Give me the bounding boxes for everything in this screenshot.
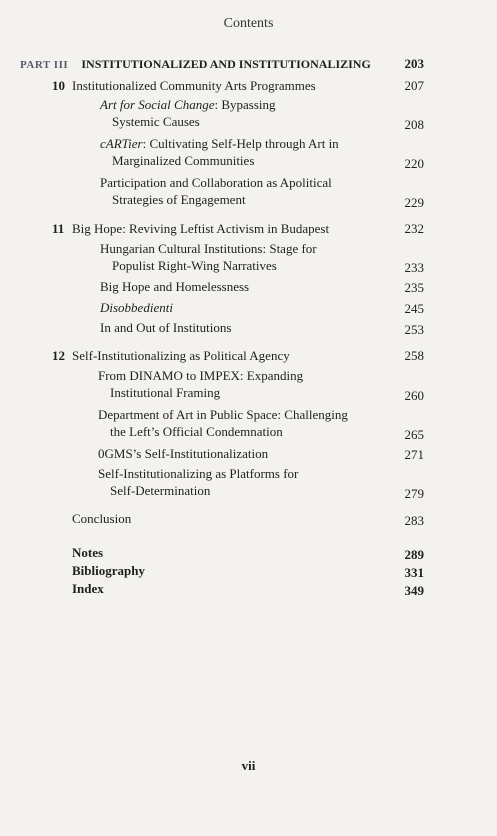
section-12-1: From DINAMO to IMPEX: Expanding <box>98 368 304 383</box>
index-page: 349 <box>404 583 424 598</box>
section-10-2 <box>100 136 339 152</box>
section-page: 208 <box>404 117 424 132</box>
section-page: 245 <box>404 301 424 316</box>
bibliography-page: 331 <box>404 565 424 580</box>
section-11-2: Big Hope and Homelessness <box>100 279 250 294</box>
section-10-3-line2: Strategies of Engagement <box>112 192 246 207</box>
conclusion-title: Conclusion <box>72 511 132 526</box>
section-title-italic: cARTier <box>100 136 143 151</box>
notes-title: Notes <box>72 545 104 560</box>
index-title: Index <box>72 581 104 596</box>
chapter-page: 258 <box>404 348 424 363</box>
page-number: vii <box>241 758 256 773</box>
section-12-2-line2: the Left’s Official Condemnation <box>110 424 283 439</box>
section-12-2: Department of Art in Public Space: Challenging <box>98 407 348 422</box>
section-page: 265 <box>404 427 424 442</box>
section-11-1: Hungarian Cultural Institutions: Stage for <box>100 241 317 256</box>
section-12-4: Self-Institutionalizing as Platforms for <box>98 466 299 481</box>
chapter-page: 232 <box>404 221 424 236</box>
chapter-11 <box>52 221 329 237</box>
section-12-1-line2: Institutional Framing <box>110 385 221 400</box>
chapter-12 <box>52 348 290 364</box>
section-page: 279 <box>404 486 424 501</box>
section-title-italic: Art for Social Change <box>100 97 215 112</box>
chapter-10 <box>52 78 316 94</box>
section-page: 253 <box>404 322 424 337</box>
chapter-page: 207 <box>404 78 424 93</box>
chapter-number: 10 <box>52 78 65 93</box>
chapter-title: Self-Institutionalizing as Political Agency <box>72 348 290 363</box>
section-11-1-line2: Populist Right-Wing Narratives <box>112 258 277 273</box>
section-11-4: In and Out of Institutions <box>100 320 232 335</box>
section-page: 229 <box>404 195 424 210</box>
chapter-title: Big Hope: Reviving Leftist Activism in Budapest <box>72 221 330 236</box>
bibliography-title: Bibliography <box>72 563 145 578</box>
section-page: 235 <box>404 280 424 295</box>
conclusion-page: 283 <box>404 513 424 528</box>
chapter-number: 11 <box>52 221 65 236</box>
part-label: PART III <box>20 59 69 71</box>
part-title: INSTITUTIONALIZED AND INSTITUTIONALIZING <box>81 57 371 71</box>
section-page: 233 <box>404 260 424 275</box>
section-10-3: Participation and Collaboration as Apolitical <box>100 175 332 190</box>
section-10-1 <box>100 97 276 113</box>
section-title-rest: : Cultivating Self-Help through Art in <box>142 136 339 151</box>
notes-page: 289 <box>404 547 424 562</box>
part-heading <box>20 56 371 73</box>
section-12-4-line2: Self-Determination <box>110 483 211 498</box>
part-page: 203 <box>404 56 424 71</box>
section-10-2-line2: Marginalized Communities <box>112 153 255 168</box>
section-title-rest: : Bypassing <box>214 97 276 112</box>
section-12-3: 0GMS’s Self-Institutionalization <box>98 446 269 461</box>
chapter-title: Institutionalized Community Arts Programmes <box>72 78 316 93</box>
section-10-1-line2: Systemic Causes <box>112 114 200 129</box>
section-page: 260 <box>404 388 424 403</box>
section-page: 220 <box>404 156 424 171</box>
chapter-number: 12 <box>52 348 65 363</box>
page-header: Contents <box>223 16 274 31</box>
section-11-3: Disobbedienti <box>100 300 173 315</box>
section-page: 271 <box>404 447 424 462</box>
